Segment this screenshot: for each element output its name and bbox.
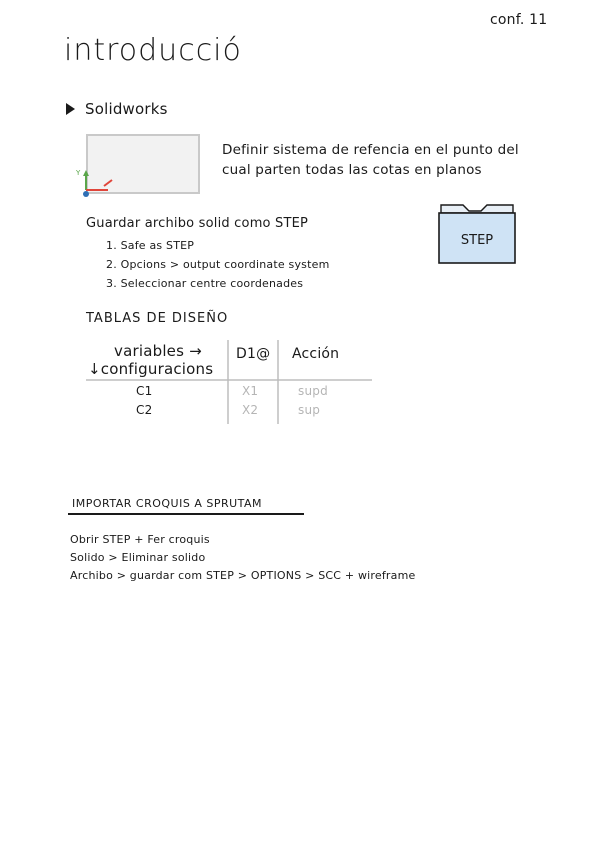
table-cell-conf: C2 bbox=[136, 403, 153, 417]
save-step-item: 1. Safe as STEP bbox=[106, 239, 195, 252]
table-cell-d1: X1 bbox=[242, 384, 259, 398]
table-cell-d1: X2 bbox=[242, 403, 259, 417]
import-step-line: Obrir STEP + Fer croquis bbox=[70, 533, 210, 546]
save-step-title: Guardar archibo solid como STEP bbox=[86, 216, 309, 231]
import-step-line: Archibo > guardar com STEP > OPTIONS > SCC + wireframe bbox=[70, 569, 416, 582]
save-step-item: 3. Seleccionar centre coordenades bbox=[106, 277, 304, 290]
table-header-variables: variables → bbox=[114, 342, 202, 360]
coordinate-axes-icon bbox=[74, 166, 124, 202]
table-header-d1: D1@ bbox=[236, 346, 271, 362]
table-header-accion: Acción bbox=[292, 346, 340, 362]
folder-label: STEP bbox=[460, 233, 494, 248]
table-header-configurations: ↓configuracions bbox=[88, 360, 214, 378]
table-cell-conf: C1 bbox=[136, 384, 153, 398]
triangle-bullet-icon bbox=[66, 103, 75, 115]
table-cell-accion: supd bbox=[298, 384, 328, 398]
import-sketch-title: IMPORTAR CROQUIS A SPRUTAM bbox=[72, 497, 263, 510]
axis-y-label: Y bbox=[76, 169, 81, 177]
page-header-conf: conf. 11 bbox=[490, 12, 548, 28]
section-solidworks-label: Solidworks bbox=[85, 100, 168, 118]
save-step-list bbox=[106, 236, 330, 293]
design-tables-title: TABLAS DE DISEÑO bbox=[86, 311, 229, 326]
page-title: introducció bbox=[64, 33, 242, 68]
define-reference-text: Definir sistema de refencia en el punto del cual parten todas las cotas en planos bbox=[222, 142, 519, 178]
save-step-item: 2. Opcions > output coordinate system bbox=[106, 258, 330, 271]
import-step-line: Solido > Eliminar solido bbox=[70, 551, 206, 564]
title-underline bbox=[68, 513, 304, 515]
step-folder-icon bbox=[437, 203, 519, 267]
table-cell-accion: sup bbox=[298, 403, 321, 417]
section-solidworks bbox=[66, 100, 168, 118]
